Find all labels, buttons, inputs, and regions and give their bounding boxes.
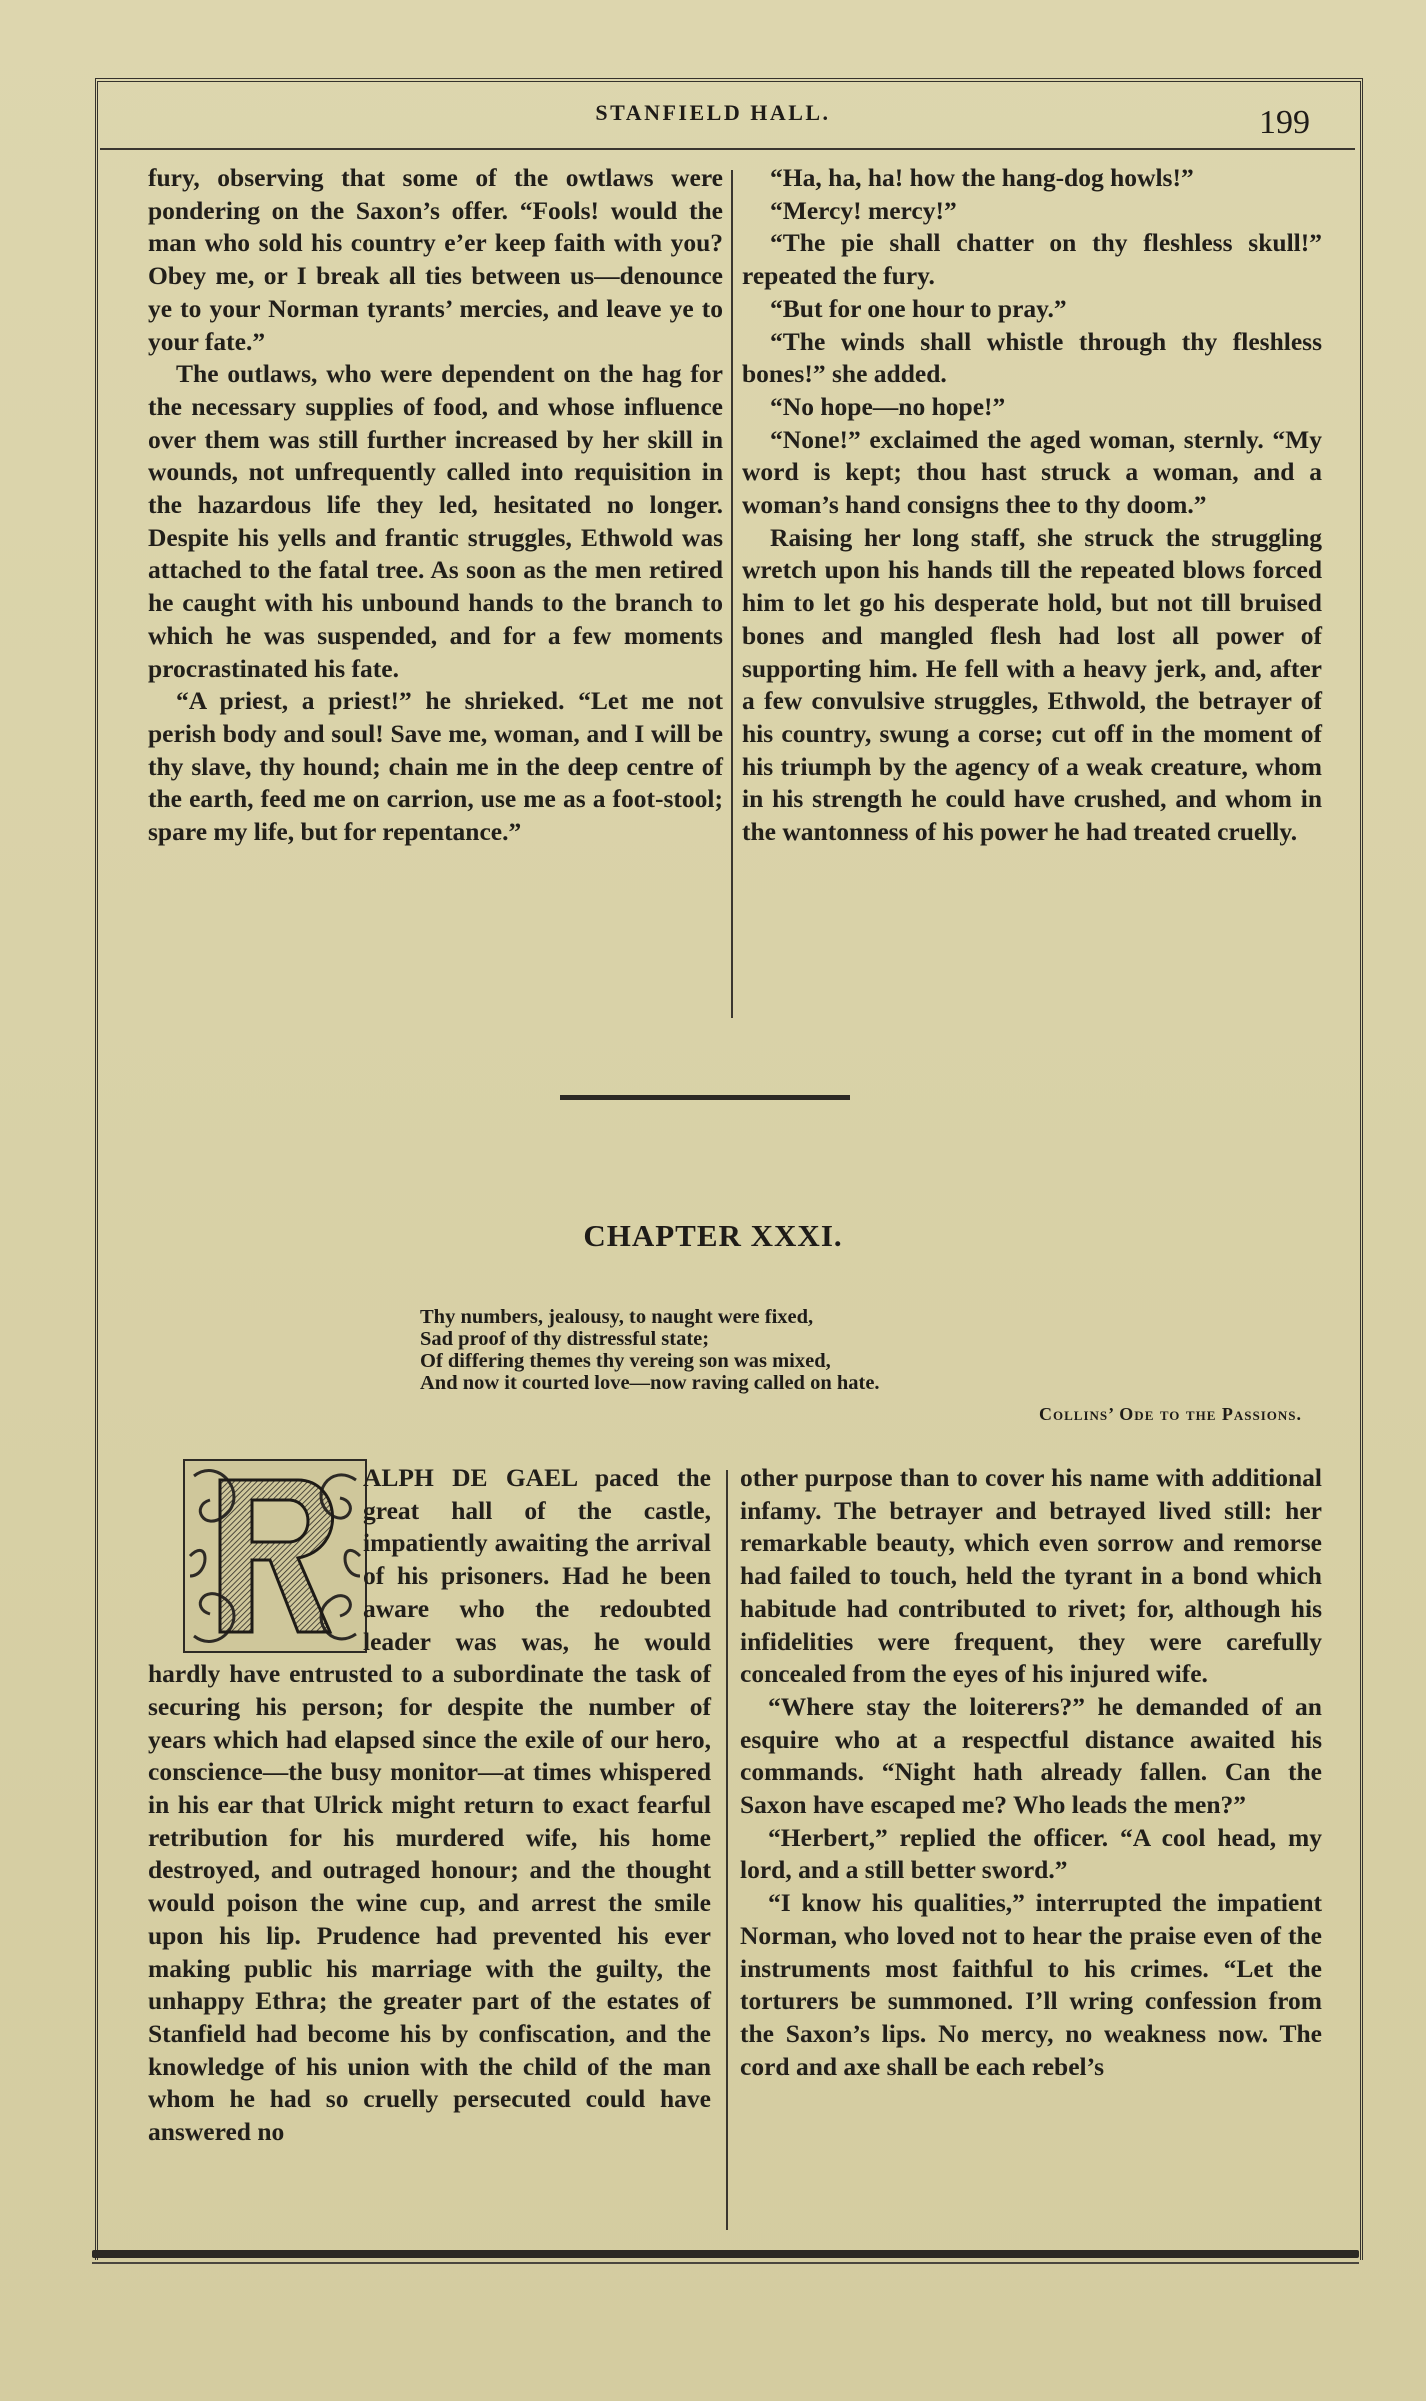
paragraph: “No hope—no hope!” <box>770 391 1006 421</box>
page-number: 199 <box>1259 104 1310 141</box>
epigraph-line: Thy numbers, jealousy, to naught were fixed, <box>420 1306 814 1328</box>
epigraph-line: Of differing themes thy vereing son was mixed, <box>420 1350 831 1372</box>
paragraph: paced the great hall of the castle, impatiently awaiting the arrival of his prisoners. Had he been aware who the redoubted leader was was, he would hardly have entrusted to a subordinate the task of securing his person; for despite the number of years which had elapsed since the exile of our hero, conscience—the busy monitor—at times whispered in his ear that Ulrick might return to exact fearful retribution for his murdered wife, his home destroyed, and outraged honour; and the thought would poison the wine cup, and arrest the smile upon his lip. Prudence had prevented his ever making public his marriage with the guilty, the unhappy Ethra; the greater part of the estates of Stanfield had become his by confiscation, and the knowledge of his union with the child of the man whom he had so cruelly persecuted could have answered no <box>148 1463 711 2147</box>
top-left-column <box>148 162 723 849</box>
chapter-lead: ALPH DE GAEL <box>363 1463 577 1492</box>
section-break-rule <box>560 1095 850 1100</box>
paragraph: “I know his qualities,” interrupted the impatient Norman, who loved not to hear the praise even of the instruments most faithful to his crimes. “Let the torturers be summoned. I’ll wring confession from the Saxon’s lips. No mercy, no weakness now. The cord and axe shall be each rebel’s <box>740 1888 1322 2081</box>
bottom-border-rule-thin <box>92 2262 1359 2264</box>
paragraph: The outlaws, who were dependent on the hag for the necessary supplies of food, and whose influence over them was still further increased by her skill in wounds, not unfrequently called into requisition in the hazardous life they led, hesitated no longer. Despite his yells and frantic struggles, Ethwold was attached to the fatal tree. As soon as the men retired he caught with his unbound hands to the branch to which he was suspended, and for a few moments procrastinated his fate. <box>148 359 723 683</box>
bottom-right-column <box>740 1462 1322 2083</box>
paragraph: Raising her long staff, she struck the struggling wretch upon his hands till the repeated blows forced him to let go his desperate hold, but not till bruised bones and mangled flesh had lost all power of supporting him. He fell with a heavy jerk, and, after a few convulsive struggles, Ethwold, the betrayer of his country, swung a corse; cut off in the moment of his triumph by the agency of a weak creature, whom in his strength he could have crushed, and whom in the wantonness of his power he had treated cruelly. <box>742 522 1322 847</box>
top-right-column <box>742 162 1322 849</box>
paragraph: “Mercy! mercy!” <box>770 195 957 225</box>
paragraph: fury, observing that some of the owtlaws were pondering on the Saxon’s offer. “Fools! would the man who sold his country e’er keep faith with you? Obey me, or I break all ties between us—denounce ye to your Norman tyrants’ mercies, and leave ye to your fate.” <box>148 163 723 356</box>
running-head: STANFIELD HALL. <box>595 100 831 125</box>
column-divider <box>731 170 733 1018</box>
paragraph: “None!” exclaimed the aged woman, sternly. “My word is kept; thou hast struck a woman, and a woman’s hand consigns thee to thy doom.” <box>742 424 1322 520</box>
paragraph: “A priest, a priest!” he shrieked. “Let me not perish body and soul! Save me, woman, and I will be thy slave, thy hound; chain me in the deep centre of the earth, feed me on carrion, use me as a foot-stool; spare my life, but for repentance.” <box>148 686 723 847</box>
chapter-title: CHAPTER XXXI. <box>583 1218 843 1253</box>
epigraph <box>420 1306 1300 1394</box>
paragraph: “Herbert,” replied the officer. “A cool head, my lord, and a still better sword.” <box>740 1822 1322 1885</box>
epigraph-source: Collins’ Ode to the Passions. <box>1039 1404 1302 1424</box>
epigraph-line: Sad proof of thy distressful state; <box>420 1328 710 1350</box>
paragraph: “The winds shall whistle through thy fleshless bones!” she added. <box>742 326 1322 389</box>
paragraph: other purpose than to cover his name with additional infamy. The betrayer and betrayed lived still: her remarkable beauty, which even sorrow and remorse had failed to touch, held the tyrant in a bond which habitude had contributed to rivet; for, although his infidelities were frequent, they were carefully concealed from the eyes of his injured wife. <box>740 1463 1322 1689</box>
bottom-border-rule <box>92 2250 1359 2258</box>
epigraph-line: And now it courted love—now raving called on hate. <box>420 1372 880 1394</box>
header-rule <box>100 148 1355 150</box>
paragraph: “Where stay the loiterers?” he demanded of an esquire who at a respectful distance awaited his commands. “Night hath already fallen. Can the Saxon have escaped me? Who leads the men?” <box>740 1691 1322 1820</box>
paragraph: “But for one hour to pray.” <box>770 293 1067 323</box>
paragraph: “The pie shall chatter on thy fleshless skull!” repeated the fury. <box>742 228 1322 291</box>
bottom-left-column <box>148 1462 711 2149</box>
column-divider <box>726 1470 728 2230</box>
paragraph: “Ha, ha, ha! how the hang-dog howls!” <box>770 163 1194 192</box>
